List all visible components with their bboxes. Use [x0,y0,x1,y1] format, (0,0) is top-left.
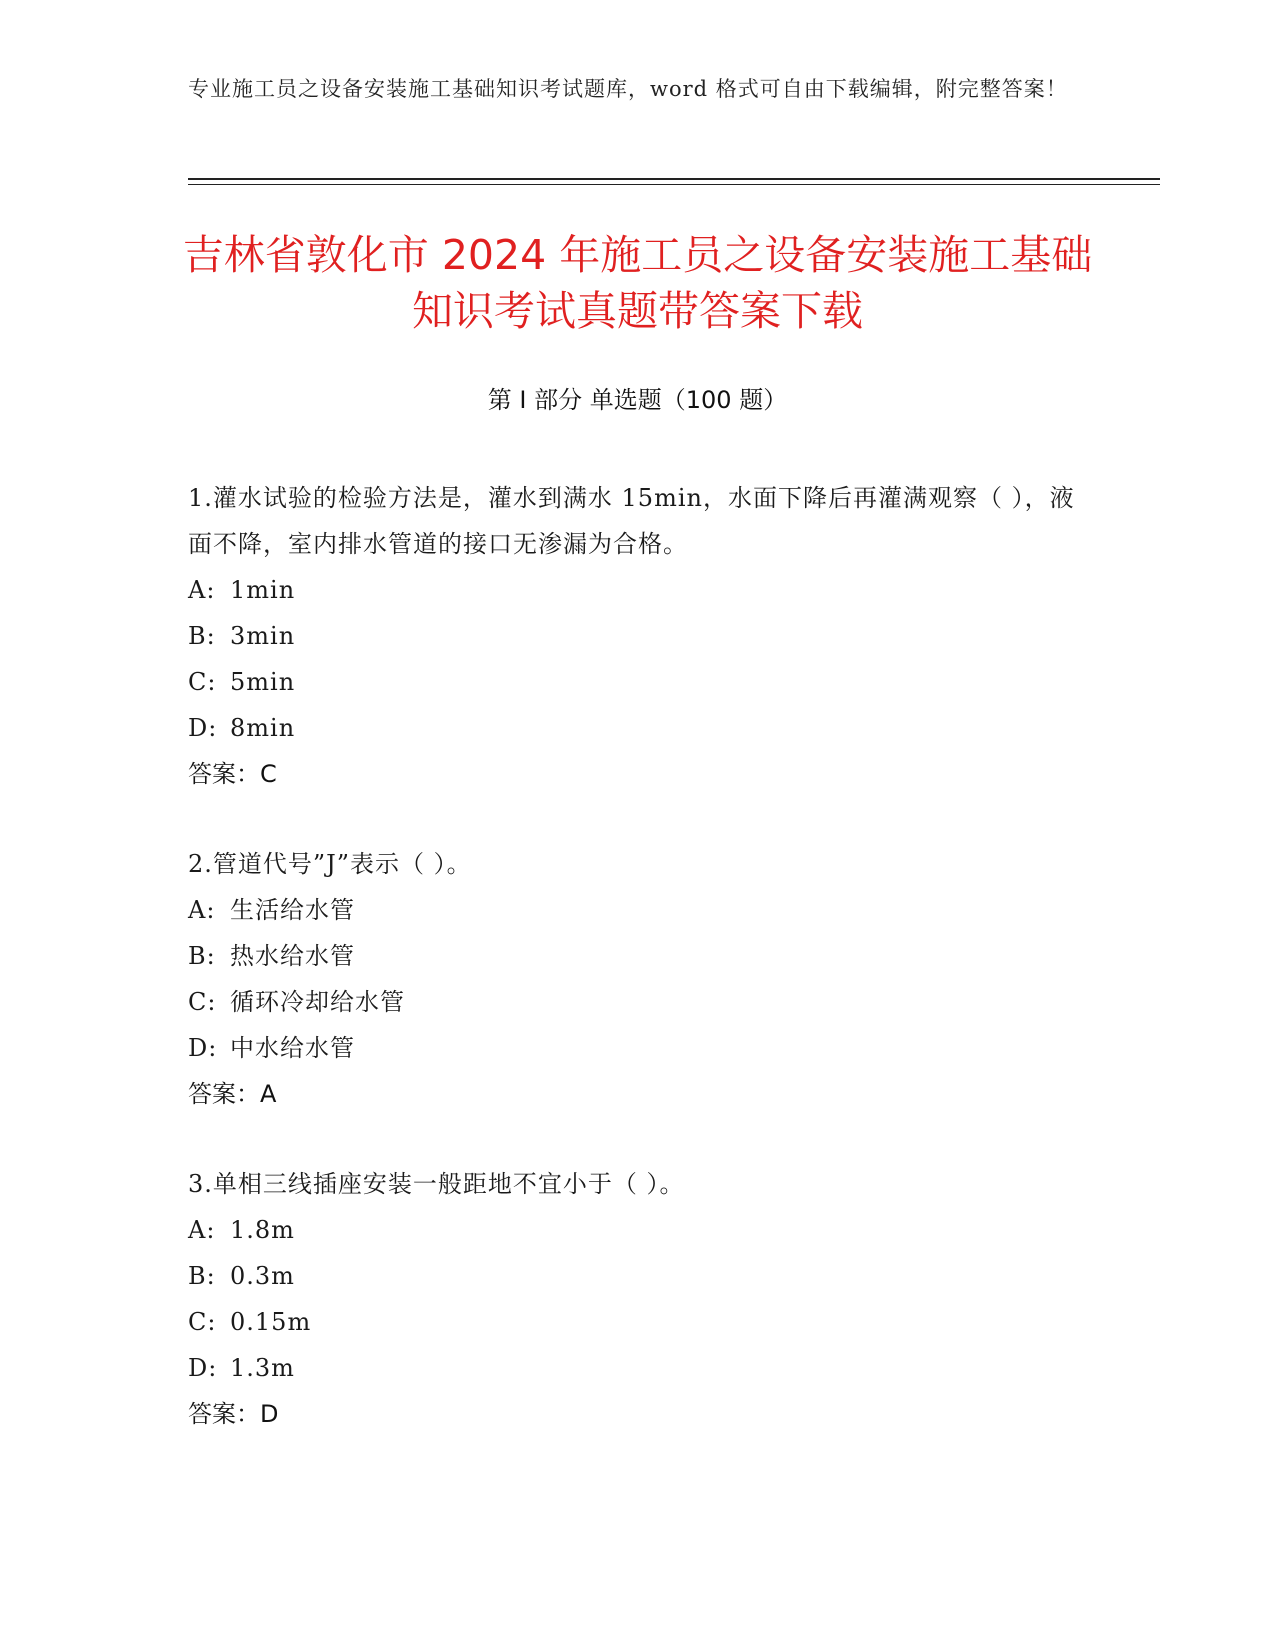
option-text: 8min [230,714,296,742]
option-text: 0.3m [230,1262,295,1290]
question-stem: 3.单相三线插座安装一般距地不宜小于（ ）。 [188,1170,685,1198]
answer-option [188,613,1088,659]
question-list [188,475,1088,1481]
question-item [188,475,1088,797]
header-divider-thick [188,178,1160,180]
answer-option [188,1025,1088,1071]
document-title: 吉林省敦化市 2024 年施工员之设备安装施工基础知识考试真题带答案下载 [182,231,1093,335]
option-text: 生活给水管 [230,896,355,924]
option-letter: B: [188,942,216,970]
header-divider-thin [188,184,1160,185]
option-letter: C: [188,988,217,1016]
question-item [188,841,1088,1117]
answer-option [188,887,1088,933]
question-answer: 答案：C [188,760,277,788]
answer-option [188,1299,1088,1345]
option-letter: B: [188,622,216,650]
answer-option [188,659,1088,705]
option-letter: C: [188,1308,217,1336]
question-item [188,1161,1088,1437]
option-text: 5min [230,668,296,696]
option-letter: B: [188,1262,216,1290]
option-text: 3min [230,622,296,650]
option-text: 1.3m [230,1354,295,1382]
option-letter: D: [188,1354,218,1382]
answer-option [188,1345,1088,1391]
answer-option [188,1253,1088,1299]
option-text: 1min [230,576,296,604]
option-letter: A: [188,1216,216,1244]
option-letter: A: [188,896,216,924]
question-stem: 2.管道代号”J”表示（ ）。 [188,850,472,878]
option-text: 循环冷却给水管 [230,988,405,1016]
answer-option [188,1207,1088,1253]
option-letter: D: [188,714,218,742]
answer-option [188,979,1088,1025]
header-note: 专业施工员之设备安装施工基础知识考试题库，word 格式可自由下载编辑，附完整答案！ [188,77,1068,101]
option-text: 1.8m [230,1216,295,1244]
option-letter: A: [188,576,216,604]
option-letter: D: [188,1034,218,1062]
answer-option [188,567,1088,613]
option-text: 热水给水管 [230,942,355,970]
option-letter: C: [188,668,217,696]
question-stem: 1.灌水试验的检验方法是，灌水到满水 15min，水面下降后再灌满观察（ ），液面不降，室内排水管道的接口无渗漏为合格。 [188,484,1075,558]
answer-option [188,933,1088,979]
section-heading: 第 I 部分 单选题（100 题） [487,386,788,414]
question-answer: 答案：D [188,1400,279,1428]
option-text: 中水给水管 [230,1034,355,1062]
option-text: 0.15m [230,1308,312,1336]
answer-option [188,705,1088,751]
question-answer: 答案：A [188,1080,277,1108]
